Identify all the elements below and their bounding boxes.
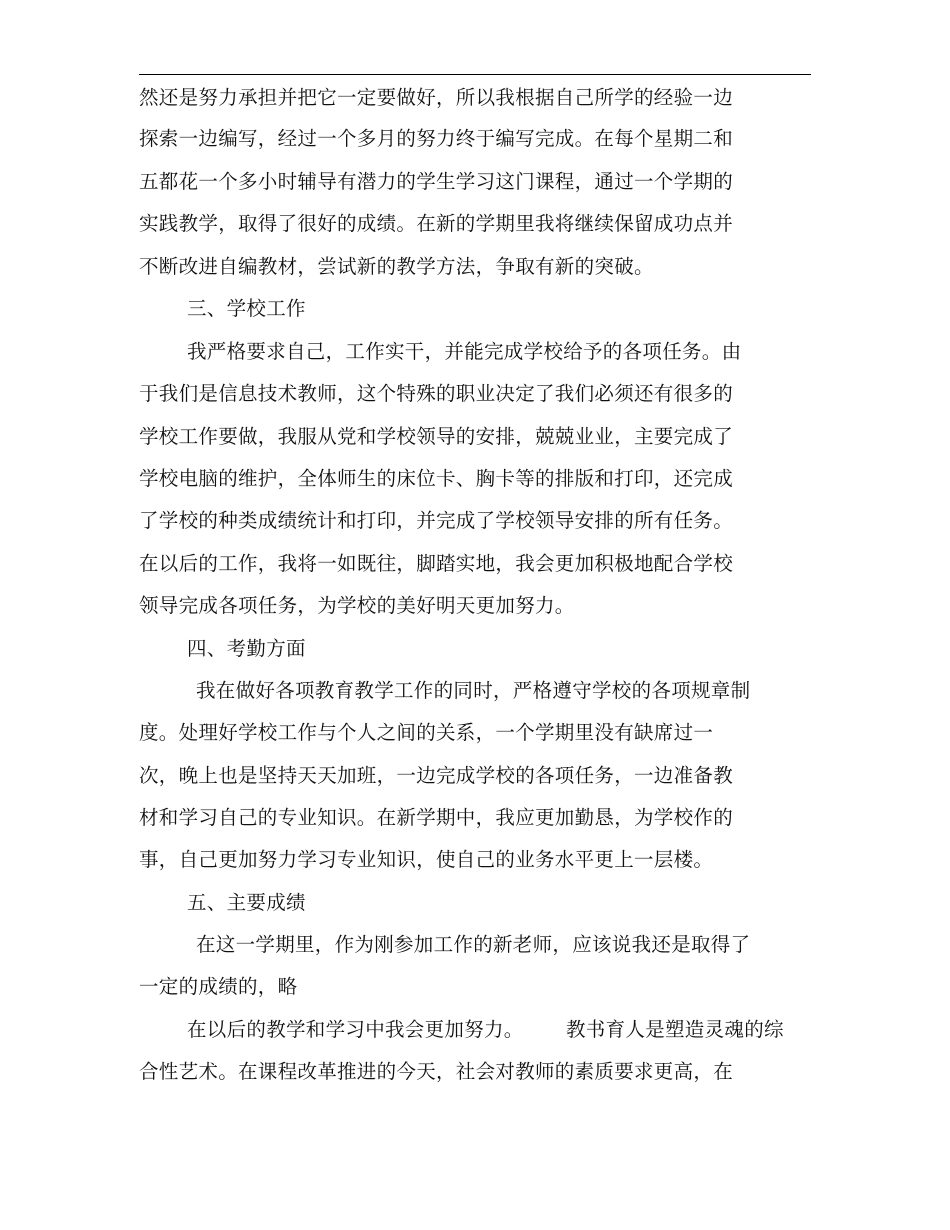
body-line: 学校工作要做，我服从党和学校领导的安排，兢兢业业，主要完成了	[139, 425, 734, 448]
body-line: 然还是努力承担并把它一定要做好，所以我根据自己所学的经验一边	[139, 86, 734, 109]
section-heading: 五、主要成绩	[187, 891, 306, 914]
body-line: 一定的成绩的，略	[139, 975, 298, 998]
body-line: 学校电脑的维护，全体师生的床位卡、胸卡等的排版和打印，还完成	[139, 467, 734, 490]
body-line: 探索一边编写，经过一个多月的努力终于编写完成。在每个星期二和	[139, 127, 734, 150]
header-rule	[139, 74, 811, 75]
body-line: 我在做好各项教育教学工作的同时，严格遵守学校的各项规章制	[196, 679, 751, 702]
body-line: 次，晚上也是坚持天天加班，一边完成学校的各项任务，一边准备教	[139, 764, 734, 787]
body-line: 事，自己更加努力学习专业知识，使自己的业务水平更上一层楼。	[139, 848, 714, 871]
body-line: 五都花一个多小时辅导有潜力的学生学习这门课程，通过一个学期的	[139, 170, 734, 193]
body-line: 材和学习自己的专业知识。在新学期中，我应更加勤恳，为学校作的	[139, 806, 734, 829]
body-line: 合性艺术。在课程改革推进的今天，社会对教师的素质要求更高，在	[139, 1060, 734, 1083]
body-line: 我严格要求自己，工作实干，并能完成学校给予的各项任务。由	[187, 340, 742, 363]
section-heading: 三、学校工作	[187, 297, 306, 320]
body-line: 教书育人是塑造灵魂的综	[566, 1018, 784, 1041]
section-heading: 四、考勤方面	[187, 637, 306, 660]
body-line: 领导完成各项任务，为学校的美好明天更加努力。	[139, 594, 575, 617]
body-line: 了学校的种类成绩统计和打印，并完成了学校领导安排的所有任务。	[139, 509, 734, 532]
body-line: 不断改进自编教材，尝试新的教学方法，争取有新的突破。	[139, 255, 654, 278]
body-line: 于我们是信息技术教师，这个特殊的职业决定了我们必须还有很多的	[139, 382, 734, 405]
body-line: 实践教学，取得了很好的成绩。在新的学期里我将继续保留成功点并	[139, 212, 734, 235]
body-line: 在以后的工作，我将一如既往，脚踏实地，我会更加积极地配合学校	[139, 552, 734, 575]
body-line: 在以后的教学和学习中我会更加努力。	[187, 1018, 524, 1041]
body-line: 在这一学期里，作为刚参加工作的新老师，应该说我还是取得了	[196, 933, 751, 956]
body-line: 度。处理好学校工作与个人之间的关系，一个学期里没有缺席过一	[139, 721, 714, 744]
